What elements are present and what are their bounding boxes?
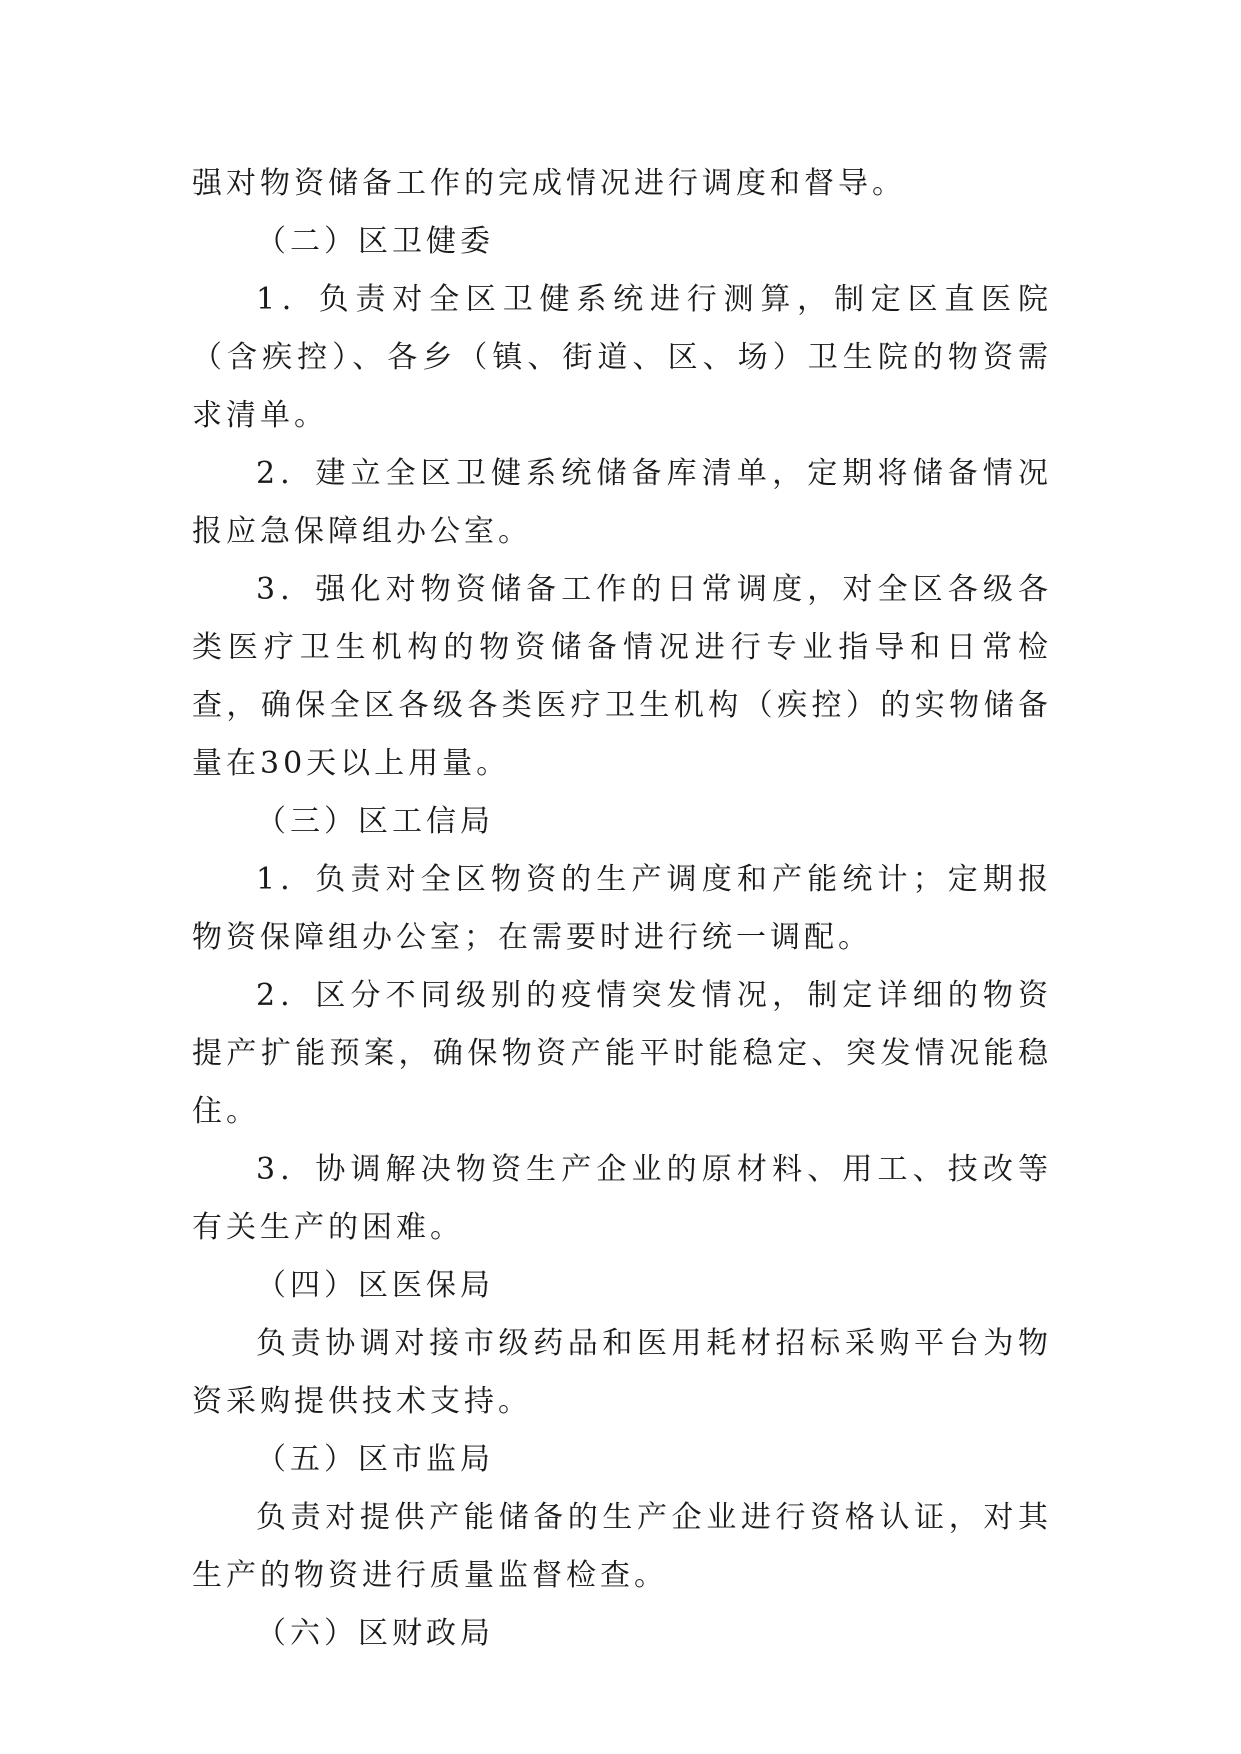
paragraph-industry-1: 1．负责对全区物资的生产调度和产能统计；定期报物资保障组办公室；在需要时进行统一调配。 <box>192 862 1052 955</box>
paragraph-health-1: 1．负责对全区卫健系统进行测算，制定区直医院（含疾控）、各乡（镇、街道、区、场）卫生院的物资需求清单。 <box>192 282 1052 433</box>
document-body <box>192 155 1052 1663</box>
section-heading-industry-bureau: （三）区工信局 <box>256 804 494 839</box>
section-heading-health-commission: （二）区卫健委 <box>256 224 494 259</box>
paragraph-health-3: 3．强化对物资储备工作的日常调度，对全区各级各类医疗卫生机构的物资储备情况进行专业指导和日常检查，确保全区各级各类医疗卫生机构（疾控）的实物储备量在30天以上用量。 <box>192 572 1052 781</box>
paragraph-industry-3: 3．协调解决物资生产企业的原材料、用工、技改等有关生产的困难。 <box>192 1152 1052 1245</box>
section-heading-medical-insurance: （四）区医保局 <box>256 1268 494 1303</box>
section-heading-finance-bureau: （六）区财政局 <box>256 1616 494 1651</box>
section-heading-market-supervision: （五）区市监局 <box>256 1442 494 1477</box>
paragraph-medical-insurance: 负责协调对接市级药品和医用耗材招标采购平台为物资采购提供技术支持。 <box>192 1326 1052 1419</box>
paragraph-industry-2: 2．区分不同级别的疫情突发情况，制定详细的物资提产扩能预案，确保物资产能平时能稳定、突发情况能稳住。 <box>192 978 1052 1129</box>
paragraph-market-supervision: 负责对提供产能储备的生产企业进行资格认证，对其生产的物资进行质量监督检查。 <box>192 1500 1052 1593</box>
paragraph-health-2: 2．建立全区卫健系统储备库清单，定期将储备情况报应急保障组办公室。 <box>192 456 1052 549</box>
paragraph-continuation: 强对物资储备工作的完成情况进行调度和督导。 <box>192 166 906 201</box>
